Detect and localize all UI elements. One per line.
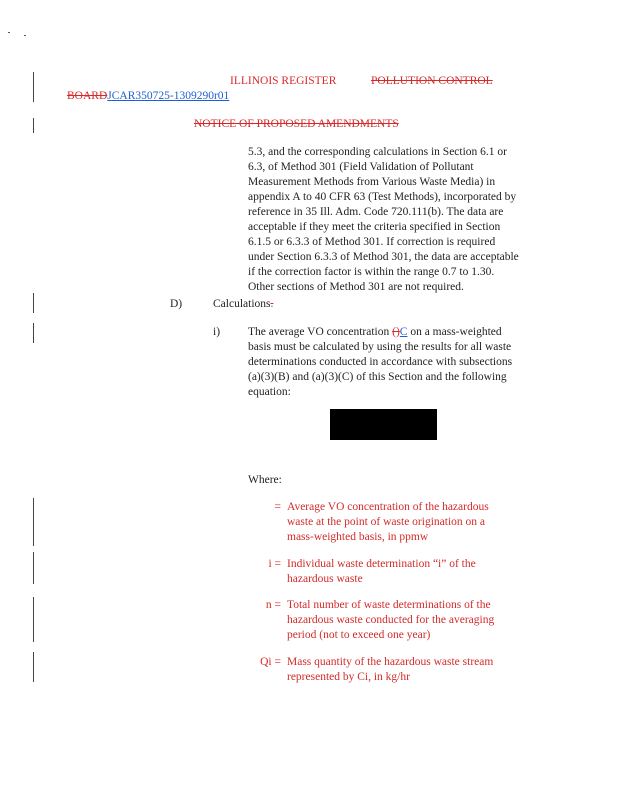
definition-text: Total number of waste determinations of the hazardous waste conducted for the averaging period (not to exceed one year): [287, 599, 495, 641]
deleted-symbol: (): [392, 326, 400, 338]
paragraph-line: (a)(3)(B) and (a)(3)(C) of this Section and the following: [248, 371, 507, 383]
paragraph-line: Measurement Methods from Various Waste Media) in: [248, 176, 496, 188]
paragraph-line: determinations conducted in accordance with subsections: [248, 356, 513, 368]
paragraph-line: 6.1.5 or 6.3.3 of Method 301. If correction is required: [248, 236, 496, 248]
section-d-label: D): [170, 298, 183, 310]
change-bar: [33, 552, 34, 584]
section-d-title: [213, 297, 273, 312]
definition-symbol: Qi =: [260, 656, 281, 668]
paragraph-line: [248, 325, 533, 340]
paragraph-line: reference in 35 Ill. Adm. Code 720.111(b). The data are: [248, 206, 504, 218]
deleted-period: .: [270, 298, 274, 310]
paragraph-line: equation:: [248, 386, 291, 398]
definition-text: Average VO concentration of the hazardous waste at the point of waste origination on a mass-weighted basis, in ppmw: [287, 501, 489, 543]
register-title: ILLINOIS REGISTER: [230, 75, 337, 87]
change-bar: [33, 293, 34, 313]
board-name-deleted-part1: POLLUTION CONTROL: [371, 75, 493, 87]
change-bar: [33, 652, 34, 682]
paragraph-line: basis must be calculated by using the results for all waste: [248, 341, 512, 353]
change-bar: [33, 498, 34, 546]
paragraph-line: under Section 6.3.3 of Method 301, the data are acceptable: [248, 251, 519, 263]
paragraph-line: acceptable if they meet the criteria specified in Section: [248, 221, 501, 233]
paragraph-line: 6.3, of Method 301 (Field Validation of Pollutant: [248, 161, 474, 173]
definition-qi: [247, 655, 547, 689]
equation-image: [330, 409, 437, 440]
scan-speck: [24, 35, 26, 36]
definition-text: Mass quantity of the hazardous waste stream represented by Ci, in kg/hr: [287, 656, 494, 683]
board-name-deleted-part2: BOARD: [67, 90, 108, 102]
board-tracking-line: [67, 90, 229, 102]
jcar-tracking-id: JCAR350725-1309290r01: [107, 90, 230, 102]
item-i-text: The average VO concentration: [248, 326, 393, 338]
paragraph-line: appendix A to 40 CFR 63 (Test Methods), incorporated by: [248, 191, 517, 203]
definition-symbol: =: [274, 501, 281, 513]
definition-n: [247, 598, 547, 646]
item-i-paragraph: [248, 325, 533, 400]
definition-average-vo: [247, 500, 547, 548]
inserted-symbol: C: [399, 326, 408, 338]
continuation-paragraph: [248, 145, 533, 295]
where-label: Where:: [248, 474, 282, 486]
scan-speck: [8, 32, 10, 33]
change-bar: [33, 72, 34, 102]
change-bar: [33, 597, 34, 642]
definition-text: Individual waste determination “i” of the hazardous waste: [287, 558, 476, 585]
paragraph-line: 5.3, and the corresponding calculations in Section 6.1 or: [248, 146, 508, 158]
change-bar: [33, 118, 34, 133]
item-i-text: on a mass-weighted: [407, 326, 502, 338]
item-i-label: i): [213, 326, 221, 338]
notice-heading: NOTICE OF PROPOSED AMENDMENTS: [194, 118, 399, 130]
change-bar: [33, 323, 34, 343]
paragraph-line: if the correction factor is within the range 0.7 to 1.30.: [248, 266, 495, 278]
definition-symbol: n =: [265, 599, 281, 611]
section-d-title-text: Calculations: [213, 298, 271, 310]
definition-i: [247, 557, 547, 591]
definition-symbol: i =: [268, 558, 281, 570]
paragraph-line: Other sections of Method 301 are not required.: [248, 281, 464, 293]
